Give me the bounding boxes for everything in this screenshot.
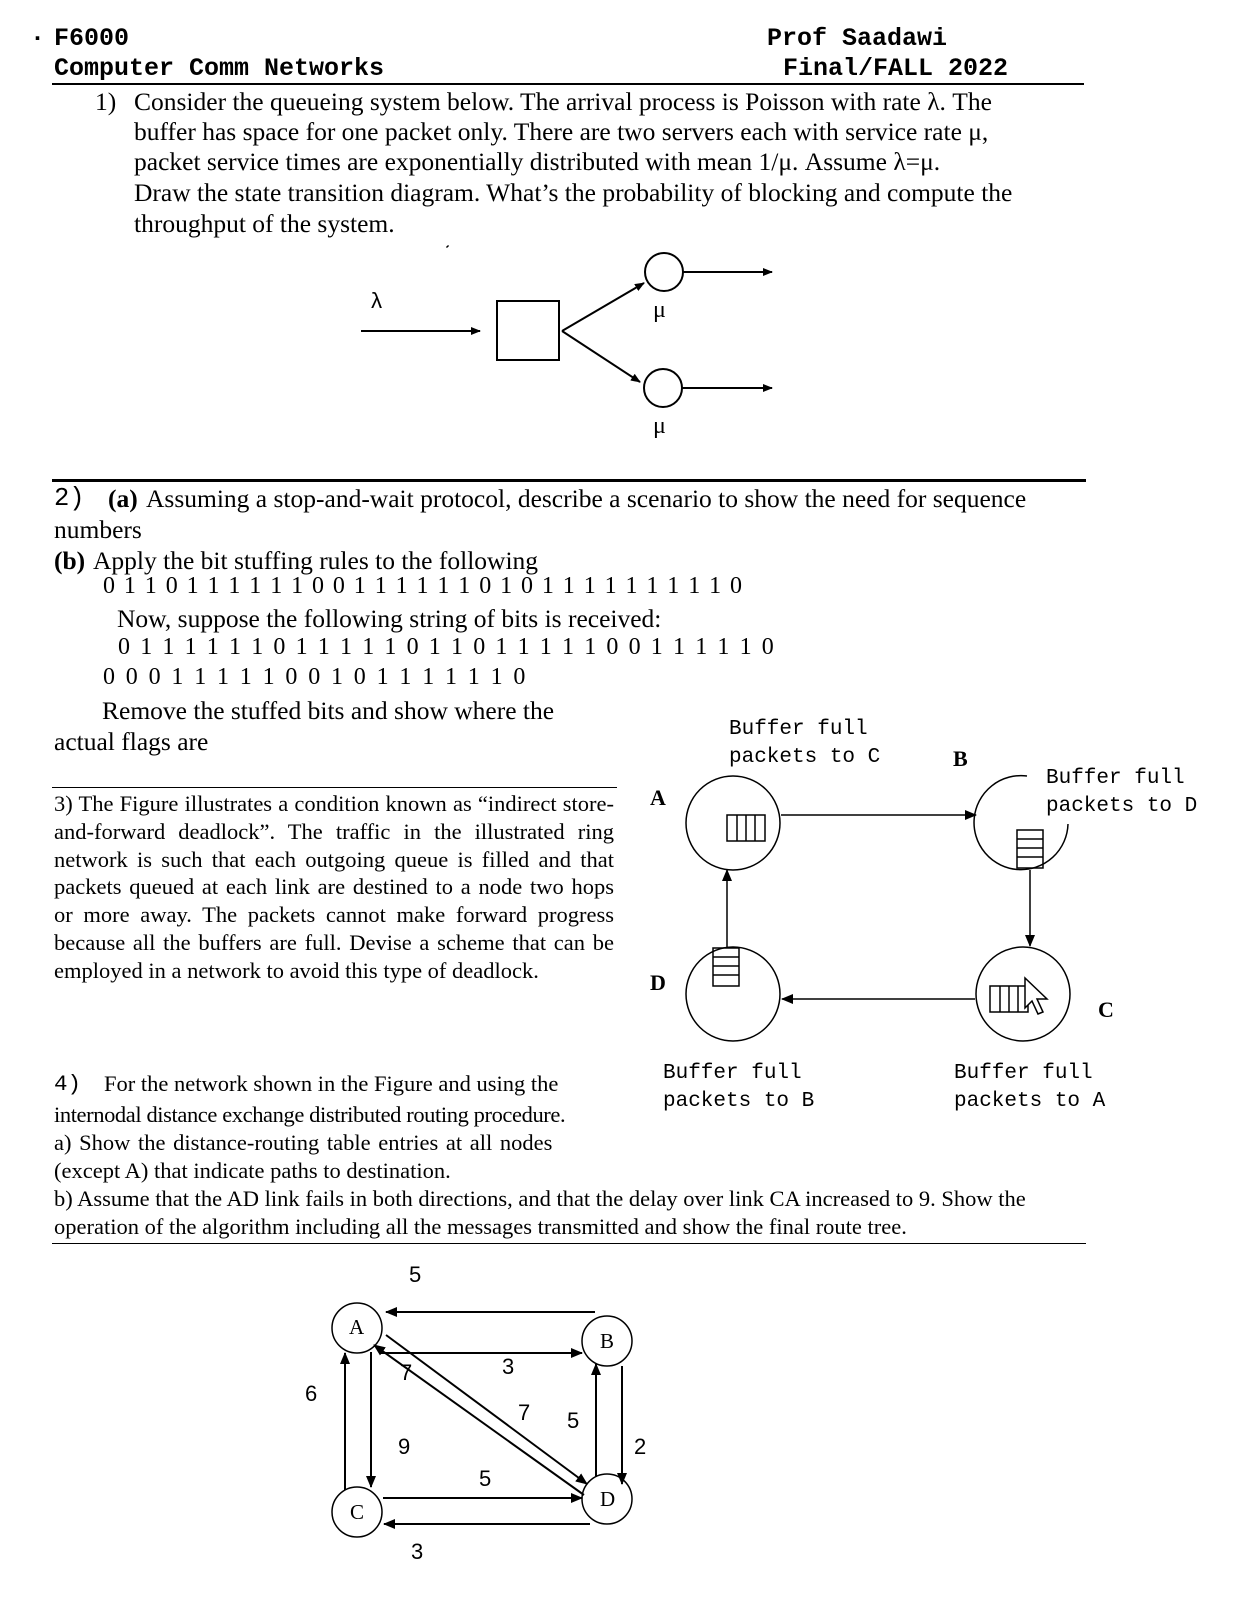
weight-da: 7 [400,1360,413,1385]
q2-part-a-line1: Assuming a stop-and-wait protocol, describe a scenario to show the need for sequence [146,484,1027,513]
ring-label-c: C [1098,997,1114,1022]
d-buffer-line1: Buffer full [663,1062,802,1085]
professor-name: Prof Saadawi [767,24,948,53]
q4-line2: internodal distance exchange distributed routing procedure. [54,1102,566,1127]
b-buffer-line1: Buffer full [1046,767,1185,790]
ring-label-a: A [650,785,666,810]
bit-string-2: 0 1 1 1 1 1 1 0 1 1 1 1 1 0 1 1 0 1 1 1 1 1 0 0 1 1 1 1 1 0 [118,634,774,660]
ring-label-b: B [953,746,968,771]
d-buffer-line2: packets to B [663,1090,815,1113]
course-name: Computer Comm Networks [54,54,385,83]
server2-rate-label: μ [653,413,666,439]
graph-label-a: A [349,1315,365,1339]
q4-line4: (except A) that indicate paths to destination. [54,1158,451,1183]
c-buffer-line2: packets to A [954,1090,1106,1113]
q1-line-2: buffer has space for one packet only. There are two servers each with service rate μ, [134,117,989,146]
arrival-rate-label: λ [370,290,384,315]
q4-line3: a) Show the distance-routing table entries at all nodes [54,1130,553,1155]
q1-line-3: packet service times are exponentially distributed with mean 1/μ. Assume λ=μ. [134,147,941,176]
edge-a-d [386,1335,587,1484]
b-buffer-line2: packets to D [1046,795,1198,818]
bit-string-3: 0 0 0 1 1 1 1 1 0 0 1 0 1 1 1 1 1 1 0 [103,664,526,690]
weight-ba: 5 [409,1262,422,1287]
q2-part-b-label: (b) [54,546,86,575]
q2-part-b-text: Apply the bit stuffing rules to the following [93,546,539,575]
weight-ad: 7 [518,1400,531,1425]
a-buffer-line1: Buffer full [729,718,868,741]
q2-part-a-label: (a) [108,484,138,513]
a-buffer-line2: packets to C [729,746,881,769]
weight-dc: 3 [411,1539,424,1564]
header-bullet: · [30,24,46,53]
q1-line-1: Consider the queueing system below. The arrival process is Poisson with rate λ. The [134,87,992,116]
weight-db: 5 [567,1408,580,1433]
q3-text: 3) The Figure illustrates a condition known as “indirect store-and-forward deadlock”. The traffic in the illustrated ring network is such that each outgoing queue is filled and that packets queued at each link are destined to a node two hops or more away. The packets cannot make forward progress because all the buffers are full. Devise a scheme that can be employed in a network to avoid this type of deadlock. [54,791,614,983]
q1-line-4: Draw the state transition diagram. What’s the probability of blocking and compute the [134,178,1013,207]
q2-part-a-line2: numbers [54,515,142,544]
server1-rate-label: μ [653,297,666,323]
q4-line1: For the network shown in the Figure and using the [104,1071,559,1096]
q2-remove-line1: Remove the stuffed bits and show where the [102,696,555,725]
c-buffer-line1: Buffer full [954,1062,1093,1085]
weight-ca: 6 [305,1381,318,1406]
q1-number: 1) [95,87,117,116]
weight-ac: 9 [398,1434,411,1459]
weight-cd: 5 [479,1466,492,1491]
q1-line-5: throughput of the system. [134,209,395,238]
exam-title: Final/FALL 2022 [783,54,1009,83]
bit-string-1: 0 1 1 0 1 1 1 1 1 1 0 0 1 1 1 1 1 1 0 1 0 1 1 1 1 1 1 1 1 1 0 [103,573,742,599]
graph-label-b: B [600,1329,615,1353]
weight-bd: 2 [634,1434,647,1459]
q4-line5: b) Assume that the AD link fails in both directions, and that the delay over link CA increased to 9. Show the [54,1186,1026,1211]
ring-label-d: D [650,970,666,995]
course-code: F6000 [54,24,130,53]
graph-label-d: D [600,1487,616,1511]
weight-ab: 3 [502,1354,515,1379]
q2-number: 2) [54,484,85,513]
graph-label-c: C [350,1500,365,1524]
q4-number: 4) [54,1071,82,1097]
q4-line6: operation of the algorithm including all the messages transmitted and show the final route tree. [54,1214,907,1239]
q2-received-text: Now, suppose the following string of bits is received: [117,604,662,633]
q2-remove-line2: actual flags are [54,727,209,756]
